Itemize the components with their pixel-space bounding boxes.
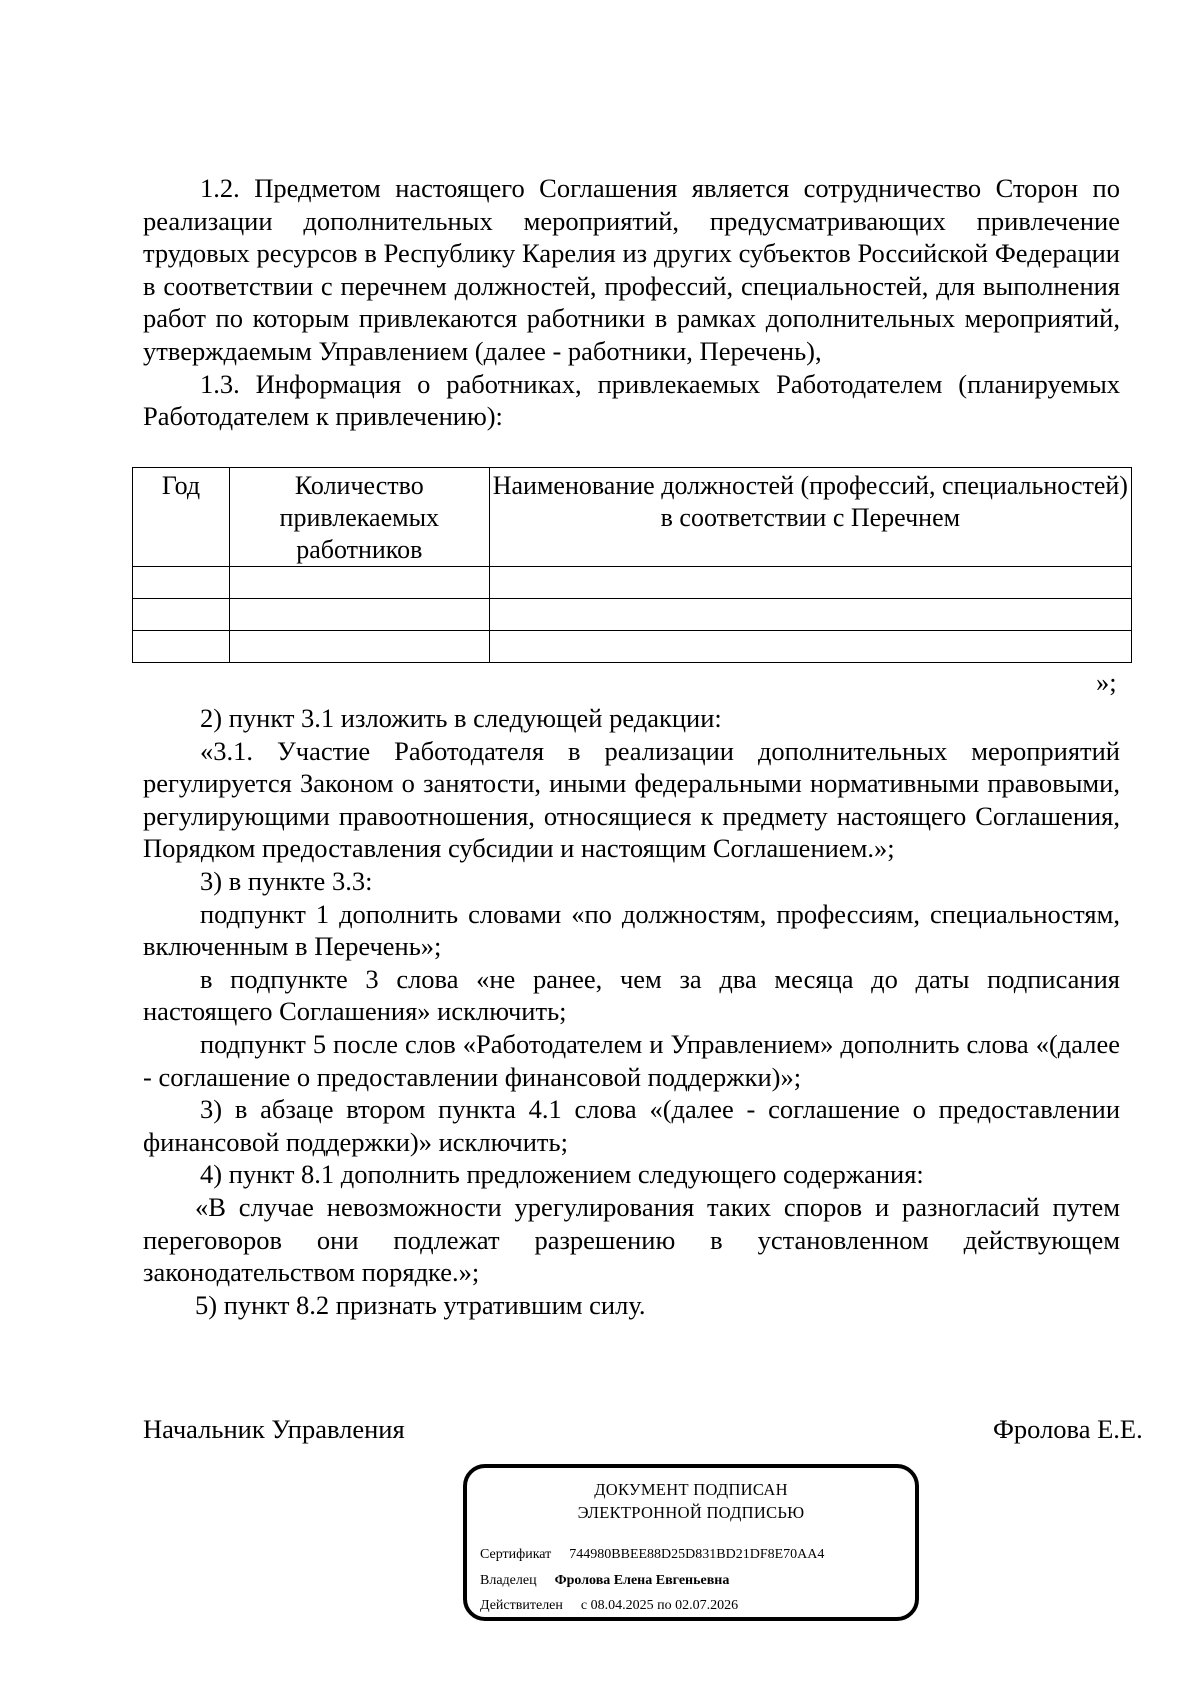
header-count: Количество привлекаемых работников: [229, 468, 489, 567]
paragraph-item-3-4-1: 3) в абзаце втором пункта 4.1 слова «(далее - соглашение о предоставлении финансовой поддержки)» исключить;: [143, 1094, 1120, 1157]
paragraph-subitem-5: подпункт 5 после слов «Работодателем и Управлением» дополнить слова «(далее - соглашение о предоставлении финансовой поддержки)»;: [143, 1028, 1120, 1092]
stamp-cert-value: 744980BBEE88D25D831BD21DF8E70AA4: [569, 1547, 825, 1562]
stamp-valid-row: [480, 1598, 738, 1614]
table-cell: [489, 567, 1131, 599]
paragraph-1-2: 1.2. Предметом настоящего Соглашения является сотрудничество Сторон по реализации дополнительных мероприятий, предусматривающих привлечение трудовых ресурсов в Республику Карелия из других субъектов Российской Федерации в соответствии с перечнем должностей, профессий, специальностей, для выполнения работ по которым привлекаются работники в рамках дополнительных мероприятий, утверждаемым Управлением (далее - работники, Перечень),: [143, 173, 1120, 366]
paragraph-item-3: 3) в пункте 3.3:: [200, 865, 373, 896]
signer-name: Фролова Е.Е.: [993, 1414, 1143, 1444]
stamp-valid-value: с 08.04.2025 по 02.07.2026: [580, 1598, 739, 1613]
table-cell: [489, 599, 1131, 631]
table-cell: [489, 631, 1131, 663]
paragraphs-top: [143, 172, 1120, 433]
paragraph-1-3: 1.3. Информация о работниках, привлекаемых Работодателем (планируемых Работодателем к привлечению):: [143, 368, 1120, 432]
header-year: Год: [133, 468, 230, 567]
stamp-valid-label: Действителен: [480, 1598, 563, 1613]
table-cell: [133, 567, 230, 599]
stamp-cert-label: Сертификат: [480, 1547, 552, 1562]
paragraph-quote-8-1: «В случае невозможности урегулирования таких споров и разногласий путем переговоров они подлежат разрешению в установленном действующем законодательством порядке.»;: [143, 1191, 1120, 1288]
table-cell: [133, 631, 230, 663]
workers-table: [132, 467, 1132, 663]
quote-end: »;: [1096, 667, 1117, 697]
paragraph-subitem-1: подпункт 1 дополнить словами «по должностям, профессиям, специальностям, включенным в Перечень»;: [143, 898, 1120, 962]
stamp-owner-row: [480, 1573, 729, 1589]
paragraph-subitem-3: в подпункте 3 слова «не ранее, чем за два месяца до даты подписания настоящего Соглашения» исключить;: [143, 963, 1120, 1027]
table-row: [133, 631, 1132, 663]
table-cell: [133, 599, 230, 631]
header-positions: Наименование должностей (профессий, специальностей) в соответствии с Перечнем: [489, 468, 1131, 567]
paragraph-item-2: 2) пункт 3.1 изложить в следующей редакции:: [200, 703, 722, 733]
paragraphs-bottom: [143, 702, 1120, 1321]
stamp-owner-value: Фролова Елена Евгеньевна: [554, 1573, 730, 1588]
table-header-row: [133, 468, 1132, 567]
table-cell: [229, 631, 489, 663]
stamp-title-line2: ЭЛЕКТРОННОЙ ПОДПИСЬЮ: [577, 1503, 805, 1522]
table-row: [133, 567, 1132, 599]
e-signature-stamp: [463, 1464, 919, 1621]
table-cell: [229, 599, 489, 631]
stamp-cert-row: [480, 1547, 824, 1563]
stamp-title-line1: ДОКУМЕНТ ПОДПИСАН: [594, 1480, 788, 1499]
paragraph-item-5: 5) пункт 8.2 признать утратившим силу.: [195, 1289, 646, 1320]
paragraph-quote-3-1: «3.1. Участие Работодателя в реализации дополнительных мероприятий регулируется Законом о занятости, иными федеральными нормативными правовыми, регулирующими правоотношения, относящиеся к предмету настоящего Соглашения, Порядком предоставления субсидии и настоящим Соглашением.»;: [143, 735, 1120, 864]
table-row: [133, 599, 1132, 631]
table-cell: [229, 567, 489, 599]
paragraph-item-4: 4) пункт 8.1 дополнить предложением следующего содержания:: [200, 1159, 924, 1190]
signer-position: Начальник Управления: [143, 1414, 405, 1444]
stamp-owner-label: Владелец: [480, 1573, 537, 1588]
